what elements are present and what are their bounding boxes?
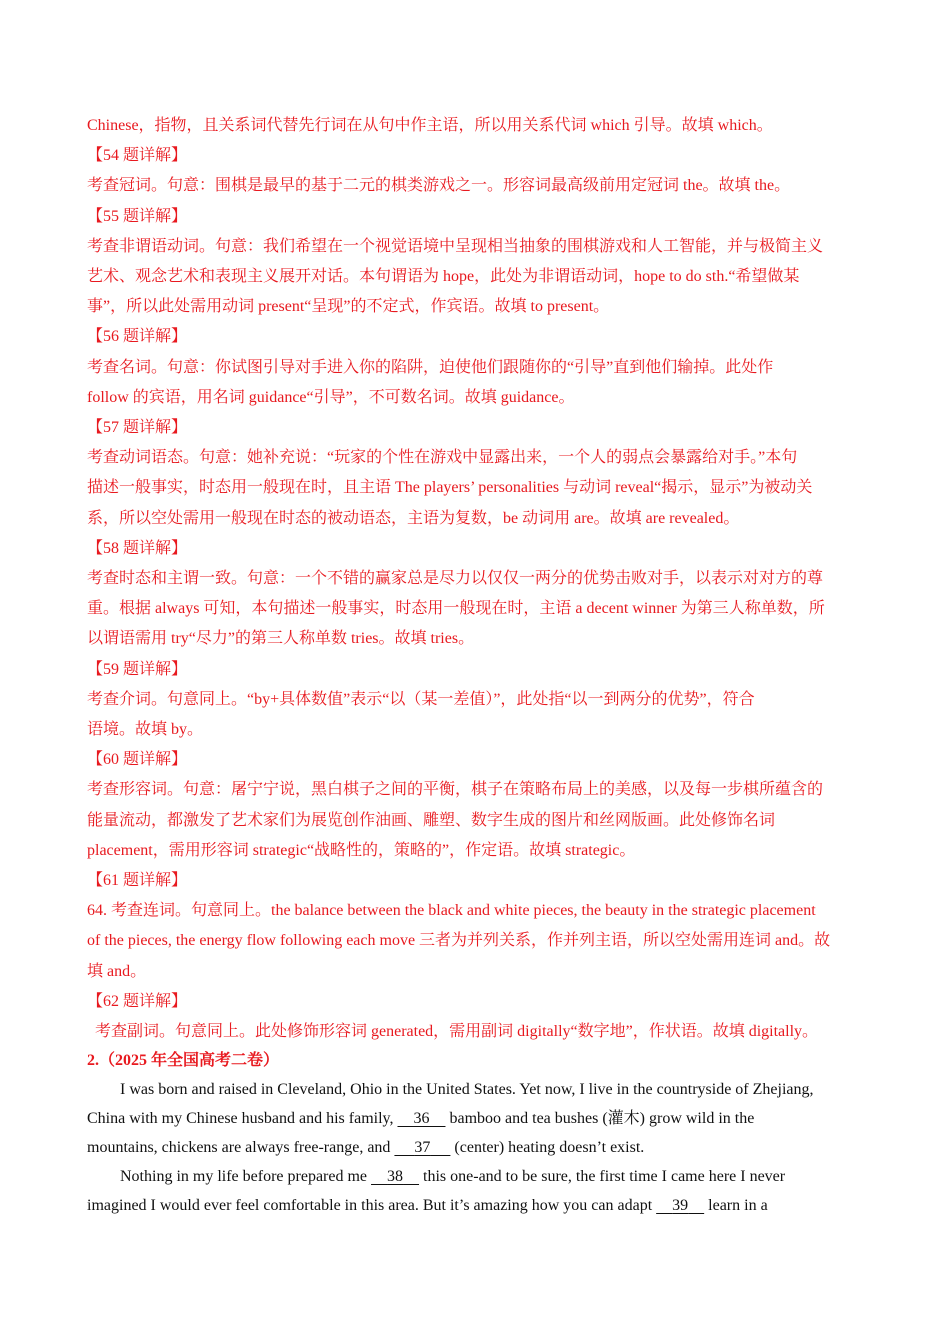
passage-line: I was born and raised in Cleveland, Ohio in the United States. Yet now, I live in the countryside of Zhejiang, [120,1081,814,1099]
passage-line [87,1162,863,1191]
q61-line: 填 and。 [87,962,147,980]
passage-line [87,1104,863,1133]
passage-text: (center) heating doesn’t exist. [450,1139,645,1157]
blank-36[interactable] [397,1104,445,1133]
q61-line: 64. 考查连词。句意同上。the balance between the black and white pieces, the beauty in the strategic placement [87,902,816,920]
q56-line: follow 的宾语，用名词 guidance“引导”，不可数名词。故填 guidance。 [87,388,575,406]
q58-header: 【58 题详解】 [87,539,188,557]
q59-line: 考查介词。句意同上。“by+具体数值”表示“以（某一差值）”，此处指“以一到两分的优势”，符合 [87,690,755,708]
blank-number: 38 [387,1168,404,1186]
q54-header: 【54 题详解】 [87,147,188,165]
q60-line: 考查形容词。句意：屠宁宁说，黑白棋子之间的平衡，棋子在策略布局上的美感，以及每一步棋所蕴含的 [87,781,824,799]
passage-text: imagined I would ever feel comfortable in this area. But it’s amazing how you can adapt [87,1197,657,1215]
q59-line: 语境。故填 by。 [87,721,204,739]
q55-line: 事”，所以此处需用动词 present“呈现”的不定式，作宾语。故填 to present。 [87,298,610,316]
q54-line: 考查冠词。句意：围棋是最早的基于二元的棋类游戏之一。形容词最高级前用定冠词 the。故填 the。 [87,177,791,195]
passage-text: this one-and to be sure, the first time I came here I never [419,1168,786,1186]
blank-38[interactable] [371,1162,419,1191]
q58-line: 考查时态和主谓一致。句意：一个不错的赢家总是尽力以仅仅一两分的优势击败对手，以表示对对方的尊 [87,570,824,588]
blank-37[interactable] [394,1133,450,1162]
blank-39[interactable] [656,1191,704,1220]
passage-text: China with my Chinese husband and his family, [87,1110,398,1128]
blank-number: 39 [672,1197,689,1215]
q55-line: 考查非谓语动词。句意：我们希望在一个视觉语境中呈现相当抽象的围棋游戏和人工智能，并与极简主义 [87,237,824,255]
passage-text: bamboo and tea bushes (灌木) grow wild in the [445,1110,755,1128]
q55-header: 【55 题详解】 [87,207,188,225]
blank-number: 37 [414,1139,431,1157]
q56-header: 【56 题详解】 [87,328,188,346]
q60-header: 【60 题详解】 [87,751,188,769]
q59-header: 【59 题详解】 [87,660,188,678]
passage-line [87,1191,863,1220]
q60-line: 能量流动，都激发了艺术家们为展览创作油画、雕塑、数字生成的图片和丝网版画。此处修饰名词 [87,811,776,829]
passage-text: Nothing in my life before prepared me [120,1168,372,1186]
passage-text: learn in a [704,1197,768,1215]
q57-line: 系，所以空处需用一般现在时态的被动语态，主语为复数，be 动词用 are。故填 are revealed。 [87,509,740,527]
q58-line: 以谓语需用 try“尽力”的第三人称单数 tries。故填 tries。 [87,630,475,648]
q60-line: placement，需用形容词 strategic“战略性的，策略的”，作定语。故填 strategic。 [87,841,636,859]
q57-header: 【57 题详解】 [87,419,188,437]
blank-number: 36 [413,1110,430,1128]
q57-line: 考查动词语态。句意：她补充说：“玩家的个性在游戏中显露出来，一个人的弱点会暴露给对手。”本句 [87,449,798,467]
passage-line [87,1133,863,1162]
q58-line: 重。根据 always 可知，本句描述一般事实，时态用一般现在时，主语 a decent winner 为第三人称单数，所 [87,600,825,618]
q62-line: 考查副词。句意同上。此处修饰形容词 generated，需用副词 digitally“数字地”，作状语。故填 digitally。 [95,1023,819,1041]
q62-header: 【62 题详解】 [87,992,188,1010]
q56-line: 考查名词。句意：你试图引导对手进入你的陷阱，迫使他们跟随你的“引导”直到他们输掉。此处作 [87,358,774,376]
q57-line: 描述一般事实，时态用一般现在时，且主语 The players’ personalities 与动词 reveal“揭示，显示”为被动关 [87,479,813,497]
document-page [87,111,863,1220]
passage-text: mountains, chickens are always free-range, and [87,1139,395,1157]
q61-line: of the pieces, the energy flow following each move 三者为并列关系，作并列主语，所以空处需用连词 and。故 [87,932,831,950]
question-2-title: 2.（2025 年全国高考二卷） [87,1052,280,1070]
q55-line: 艺术、观念艺术和表现主义展开对话。本句谓语为 hope，此处为非谓语动词，hope to do sth.“希望做某 [87,268,800,286]
q61-header: 【61 题详解】 [87,872,188,890]
explanation-line: Chinese，指物，且关系词代替先行词在从句中作主语，所以用关系代词 which 引导。故填 which。 [87,117,773,134]
